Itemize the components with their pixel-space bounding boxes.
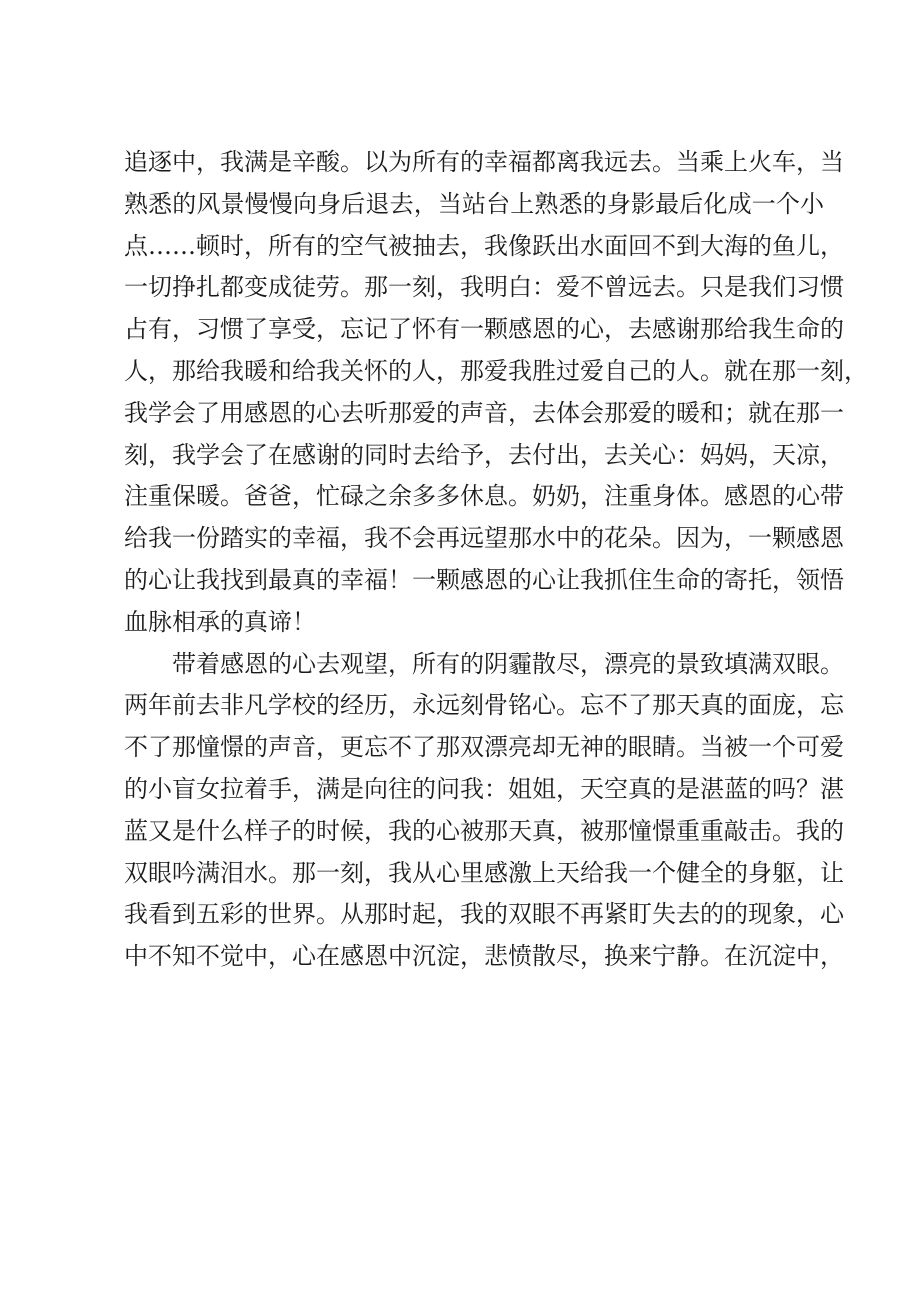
document-body bbox=[124, 142, 868, 978]
text-line: 的心让我找到最真的幸福！一颗感恩的心让我抓住生命的寄托，领悟 bbox=[124, 565, 844, 594]
text-line: 两年前去非凡学校的经历，永远刻骨铭心。忘不了那天真的面庞，忘 bbox=[124, 691, 844, 720]
text-line: 点……顿时，所有的空气被抽去，我像跃出水面回不到大海的鱼儿， bbox=[124, 231, 844, 260]
text-line: 我学会了用感恩的心去听那爱的声音，去体会那爱的暖和；就在那一 bbox=[124, 398, 844, 427]
text-line: 熟悉的风景慢慢向身后退去，当站台上熟悉的身影最后化成一个小 bbox=[124, 189, 824, 218]
text-line: 血脉相承的真谛！ bbox=[124, 607, 316, 636]
text-line: 刻，我学会了在感谢的同时去给予，去付出，去关心：妈妈，天凉， bbox=[124, 440, 844, 469]
text-line: 蓝又是什么样子的时候，我的心被那天真，被那憧憬重重敲击。我的 bbox=[124, 816, 844, 845]
paragraph-2 bbox=[124, 644, 844, 978]
text-line: 中不知不觉中，心在感恩中沉淀，悲愤散尽，换来宁静。在沉淀中， bbox=[124, 942, 844, 971]
text-line: 人，那给我暖和给我关怀的人，那爱我胜过爱自己的人。就在那一刻， bbox=[124, 356, 868, 385]
paragraph-1 bbox=[124, 142, 868, 644]
text-line: 不了那憧憬的声音，更忘不了那双漂亮却无神的眼睛。当被一个可爱 bbox=[124, 733, 844, 762]
text-line: 占有，习惯了享受，忘记了怀有一颗感恩的心，去感谢那给我生命的 bbox=[124, 315, 844, 344]
text-line: 给我一份踏实的幸福，我不会再远望那水中的花朵。因为，一颗感恩 bbox=[124, 524, 844, 553]
text-line: 我看到五彩的世界。从那时起，我的双眼不再紧盯失去的的现象，心 bbox=[124, 900, 844, 929]
text-line: 一切挣扎都变成徒劳。那一刻，我明白：爱不曾远去。只是我们习惯 bbox=[124, 273, 844, 302]
text-line: 注重保暖。爸爸，忙碌之余多多休息。奶奶，注重身体。感恩的心带 bbox=[124, 482, 844, 511]
text-line: 的小盲女拉着手，满是向往的问我：姐姐，天空真的是湛蓝的吗？湛 bbox=[124, 774, 844, 803]
text-line: 追逐中，我满是辛酸。以为所有的幸福都离我远去。当乘上火车，当 bbox=[124, 148, 844, 176]
text-line: 带着感恩的心去观望，所有的阴霾散尽，漂亮的景致填满双眼。 bbox=[172, 649, 844, 678]
text-line: 双眼吟满泪水。那一刻，我从心里感激上天给我一个健全的身躯，让 bbox=[124, 858, 844, 887]
